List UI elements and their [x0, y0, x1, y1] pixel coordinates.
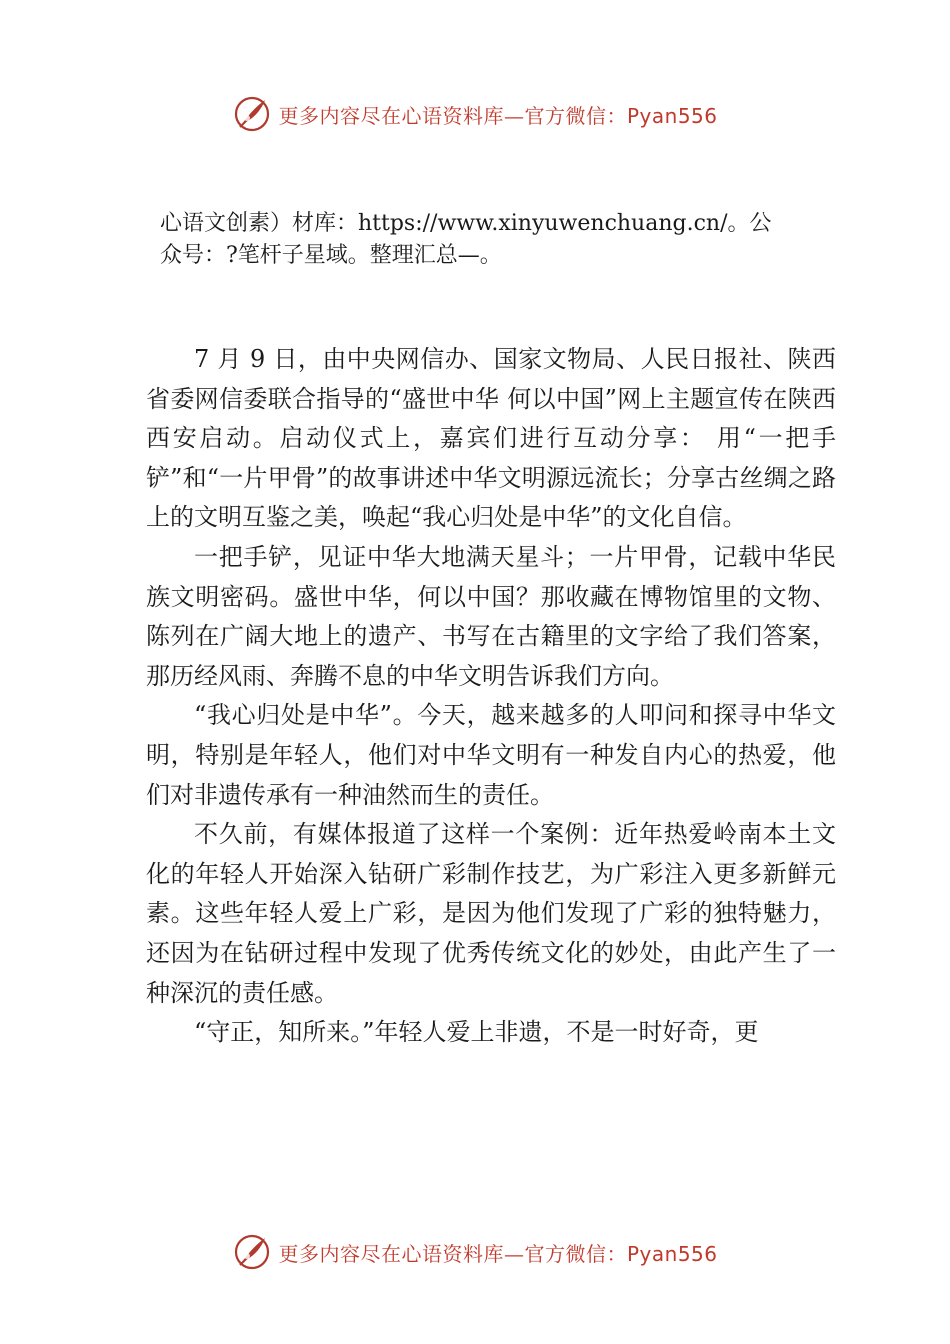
banner-text	[278, 100, 717, 129]
source-line-2: 众号：?笔杆子星域。整理汇总—。	[160, 243, 502, 268]
footer-banner-main: 更多内容尽在心语资料库	[278, 1241, 504, 1266]
banner-separator: —	[503, 103, 525, 128]
article-paragraph-2: 一把手铲，见证中华大地满天星斗；一片甲骨，记载中华民族文明密码。盛世中华，何以中国？那收藏在博物馆里的文物、陈列在广阔大地上的遗产、书写在古籍里的文字给了我们答案，那历经风雨、奔腾不息的中华文明告诉我们方向。	[146, 542, 836, 690]
footer-banner-handle: Pyan556	[626, 1241, 718, 1266]
footer-banner	[0, 1230, 950, 1274]
quill-pen-logo-icon	[232, 1232, 272, 1272]
article-paragraph-5: “守正，知所来。”年轻人爱上非遗，不是一时好奇，更	[194, 1018, 759, 1047]
article-paragraph-1: 7 月 9 日，由中央网信办、国家文物局、人民日报社、陕西省委网信委联合指导的“盛世中华 何以中国”网上主题宣传在陕西西安启动。启动仪式上，嘉宾们进行互动分享： 用“一把手铲”和“一片甲骨”的故事讲述中华文明源远流长；分享古丝绸之路上的文明互鉴之美，唤起“我心归处是中华”的文化自信。	[146, 345, 836, 532]
source-line-1: 心语文创素）材库：https://www.xinyuwenchuang.cn/。公	[160, 211, 772, 236]
article-paragraph-3: “我心归处是中华”。今天，越来越多的人叩问和探寻中华文明，特别是年轻人，他们对中华文明有一种发自内心的热爱，他们对非遗传承有一种油然而生的责任。	[146, 701, 836, 809]
banner-handle: Pyan556	[626, 103, 718, 128]
article-body	[146, 340, 836, 1053]
banner-main: 更多内容尽在心语资料库	[278, 103, 504, 128]
article-paragraph-4: 不久前，有媒体报道了这样一个案例：近年热爱岭南本土文化的年轻人开始深入钻研广彩制作技艺，为广彩注入更多新鲜元素。这些年轻人爱上广彩，是因为他们发现了广彩的独特魅力，还因为在钻研过程中发现了优秀传统文化的妙处，由此产生了一种深沉的责任感。	[146, 820, 836, 1007]
quill-pen-logo-icon	[232, 94, 272, 134]
footer-banner-separator: —	[503, 1241, 525, 1266]
header-banner	[0, 92, 950, 136]
banner-wechat: 官方微信：	[524, 103, 627, 128]
source-info	[160, 208, 840, 272]
footer-banner-text	[278, 1238, 717, 1267]
footer-banner-wechat: 官方微信：	[524, 1241, 627, 1266]
